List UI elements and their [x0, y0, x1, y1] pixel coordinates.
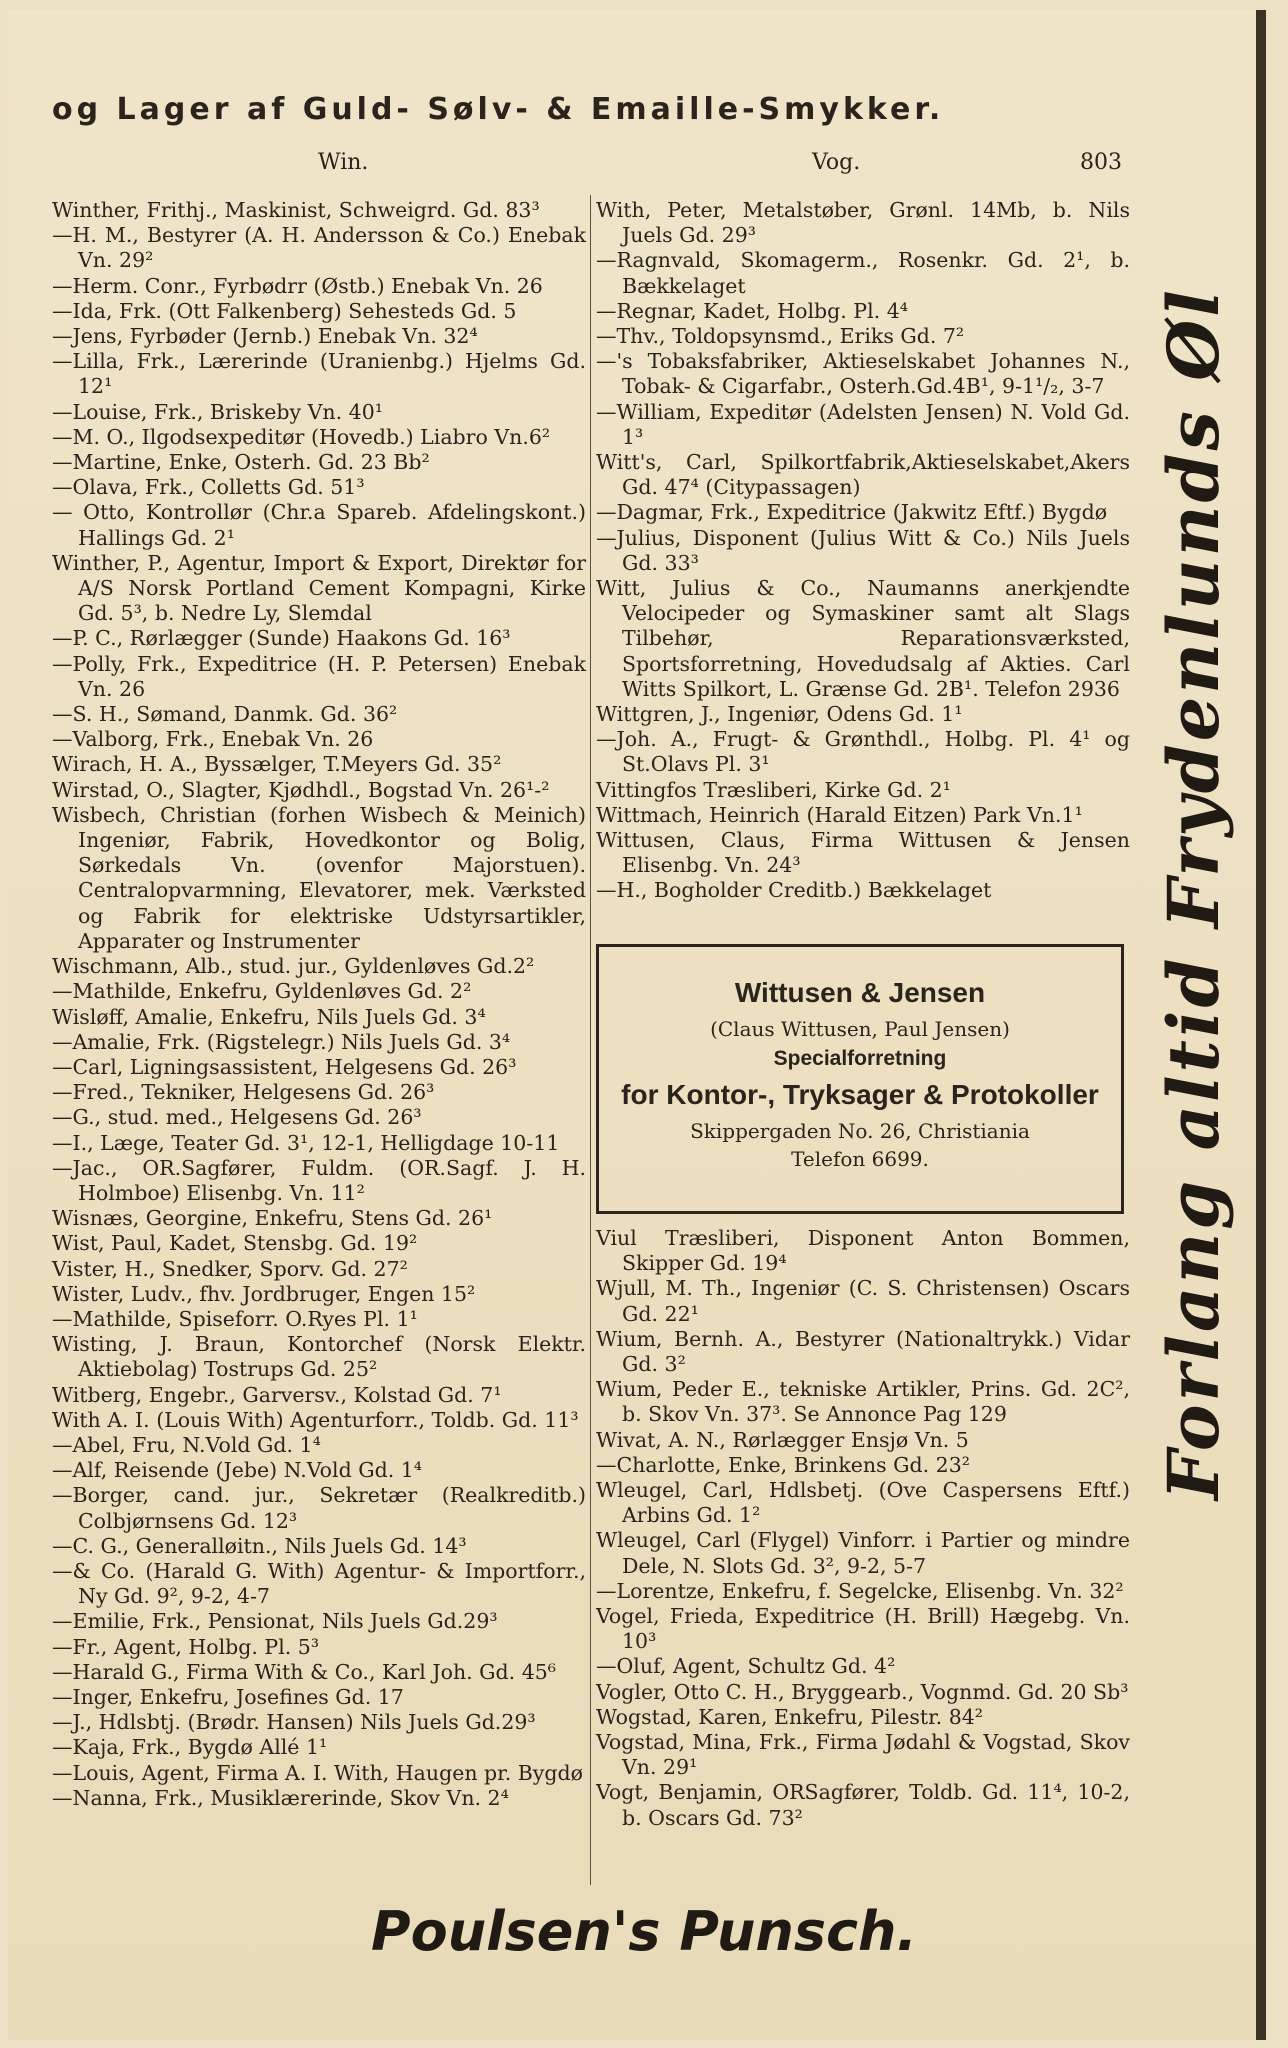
advert-names: (Claus Wittusen, Paul Jensen)	[710, 1017, 1010, 1041]
directory-entry: Wister, Ludv., fhv. Jordbruger, Engen 15²	[52, 1281, 476, 1306]
directory-entry: —I., Læge, Teater Gd. 3¹, 12-1, Helligdage 10-11	[52, 1130, 560, 1155]
directory-entry: Wisløff, Amalie, Enkefru, Nils Juels Gd. 3⁴	[52, 1004, 486, 1029]
directory-entry: Wittmach, Heinrich (Harald Eitzen) Park Vn.1¹	[596, 802, 1083, 827]
wittusen-jensen-advert	[596, 944, 1124, 1214]
directory-entry: Witberg, Engebr., Garversv., Kolstad Gd. 7¹	[52, 1382, 502, 1407]
directory-entry: —Nanna, Frk., Musiklærerinde, Skov Vn. 2⁴	[52, 1785, 509, 1810]
directory-entry: —Jens, Fyrbøder (Jernb.) Enebak Vn. 32⁴	[52, 324, 478, 349]
header-center: Vog.	[812, 150, 861, 175]
directory-entry: —Ragnvald, Skomagerm., Rosenkr. Gd. 2¹, b. Bækkelaget	[596, 248, 1130, 298]
advert-tagline: for Kontor-, Tryksager & Protokoller	[621, 1079, 1099, 1110]
directory-entry: —William, Expeditør (Adelsten Jensen) N. Vold Gd. 1³	[596, 399, 1130, 449]
directory-entry: Wjull, M. Th., Ingeniør (C. S. Christensen) Oscars Gd. 22¹	[596, 1276, 1130, 1326]
directory-entry: Witt's, Carl, Spilkortfabrik,Aktieselskabet,Akers Gd. 47⁴ (Citypassagen)	[596, 450, 1130, 500]
directory-entry: —Herm. Conr., Fyrbødrr (Østb.) Enebak Vn. 26	[52, 273, 543, 298]
directory-entry: Winther, P., Agentur, Import & Export, Direktør for A/S Norsk Portland Cement Kompagni, Kirke Gd. 5³, b. Nedre Ly, Slemdal	[52, 550, 586, 626]
directory-entry: Wium, Peder E., tekniske Artikler, Prins. Gd. 2C², b. Skov Vn. 37³. Se Annonce Pag 129	[596, 1377, 1130, 1427]
directory-entry: —S. H., Sømand, Danmk. Gd. 36²	[52, 702, 398, 727]
directory-entry: —H. M., Bestyrer (A. H. Andersson & Co.) Enebak Vn. 29²	[52, 223, 586, 273]
directory-entry: —Ida, Frk. (Ott Falkenberg) Sehesteds Gd. 5	[52, 298, 517, 323]
directory-entry: Vister, H., Snedker, Sporv. Gd. 27²	[52, 1256, 408, 1281]
directory-entry: Wist, Paul, Kadet, Stensbg. Gd. 19²	[52, 1231, 418, 1256]
directory-entry: —Harald G., Firma With & Co., Karl Joh. Gd. 45⁶	[52, 1659, 557, 1684]
directory-entry: —Jac., OR.Sagfører, Fuldm. (OR.Sagf. J. H. Holmboe) Elisenbg. Vn. 11²	[52, 1155, 586, 1205]
column-divider	[590, 195, 591, 1885]
advert-address: Skippergaden No. 26, Christiania	[690, 1119, 1030, 1143]
directory-entry: —Emilie, Frk., Pensionat, Nils Juels Gd.29³	[52, 1609, 498, 1634]
directory-entry: —Louise, Frk., Briskeby Vn. 40¹	[52, 399, 383, 424]
directory-entry: —Amalie, Frk. (Rigstelegr.) Nils Juels Gd. 3⁴	[52, 1029, 511, 1054]
advert-title: Wittusen & Jensen	[734, 977, 986, 1008]
directory-entry: With A. I. (Louis With) Agenturforr., Toldb. Gd. 11³	[52, 1407, 579, 1432]
directory-entry: Wirstad, O., Slagter, Kjødhdl., Bogstad Vn. 26¹-²	[52, 777, 550, 802]
directory-entry: Winther, Frithj., Maskinist, Schweigrd. Gd. 83³	[52, 198, 540, 222]
directory-entry: Vogt, Benjamin, ORSagfører, Toldb. Gd. 11⁴, 10-2, b. Oscars Gd. 73²	[596, 1780, 1130, 1830]
directory-entry: —Dagmar, Frk., Expeditrice (Jakwitz Eftf.) Bygdø	[596, 500, 1108, 525]
directory-entry: —Mathilde, Enkefru, Gyldenløves Gd. 2²	[52, 979, 472, 1004]
side-advert-text: Forlang altid Frydenlunds Øl	[1152, 287, 1235, 1500]
directory-entry: Wischmann, Alb., stud. jur., Gyldenløves Gd.2²	[52, 954, 535, 979]
right-column	[596, 198, 1130, 904]
directory-entry: —Julius, Disponent (Julius Witt & Co.) Nils Juels Gd. 33³	[596, 525, 1130, 575]
directory-entry: —& Co. (Harald G. With) Agentur- & Importforr., Ny Gd. 9², 9-2, 4-7	[52, 1558, 586, 1609]
directory-entry: —Fred., Tekniker, Helgesens Gd. 26³	[52, 1080, 435, 1105]
directory-entry: —Charlotte, Enke, Brinkens Gd. 23²	[596, 1452, 970, 1477]
directory-entry: —Polly, Frk., Expeditrice (H. P. Petersen) Enebak Vn. 26	[52, 651, 586, 701]
directory-entry: —J., Hdlsbtj. (Brødr. Hansen) Nils Juels Gd.29³	[52, 1710, 536, 1735]
directory-entry: —Martine, Enke, Osterh. Gd. 23 Bb²	[52, 450, 430, 475]
directory-entry: —H., Bogholder Creditb.) Bækkelaget	[596, 878, 992, 903]
directory-entry: Wivat, A. N., Rørlægger Ensjø Vn. 5	[596, 1427, 969, 1452]
left-column	[52, 198, 586, 1811]
directory-entry: With, Peter, Metalstøber, Grønl. 14Mb, b. Nils Juels Gd. 29³	[596, 198, 1130, 248]
directory-entry: —Lorentze, Enkefru, f. Segelcke, Elisenbg. Vn. 32²	[596, 1578, 1124, 1603]
directory-entry: —Kaja, Frk., Bygdø Allé 1¹	[52, 1735, 328, 1760]
directory-entry: Viul Træsliberi, Disponent Anton Bommen, Skipper Gd. 19⁴	[596, 1226, 1130, 1276]
directory-entry: Witt, Julius & Co., Naumanns anerkjendte Velocipeder og Symaskiner samt alt Slags Tilbehør, Reparationsværksted, Sportsforretning, Hovedudsalg af Akties. Carl Witts Spilkort, L. Grænse Gd. 2B¹. Telefon 2936	[596, 576, 1130, 701]
directory-entry: Vogstad, Mina, Frk., Firma Jødahl & Vogstad, Skov Vn. 29¹	[596, 1730, 1130, 1780]
right-column-top	[596, 198, 1130, 904]
directory-entry: —C. G., Generalløitn., Nils Juels Gd. 14³	[52, 1533, 467, 1558]
directory-entry: Wisbech, Christian (forhen Wisbech & Meinich) Ingeniør, Fabrik, Hovedkontor og Bolig, Sørkedals Vn. (ovenfor Majorstuen). Centralopvarmning, Elevatorer, mek. Værksted og Fabrik for elektriske Udstyrsartikler, Apparater og Instrumenter	[52, 802, 586, 953]
directory-entry: Wisting, J. Braun, Kontorchef (Norsk Elektr. Aktiebolag) Tostrups Gd. 25²	[52, 1332, 586, 1382]
advert-subtitle: Specialforretning	[773, 1047, 947, 1070]
directory-entry: Vogler, Otto C. H., Bryggearb., Vognmd. Gd. 20 Sb³	[596, 1679, 1129, 1704]
directory-entry: —Abel, Fru, N.Vold Gd. 1⁴	[52, 1432, 321, 1457]
directory-entry: Wium, Bernh. A., Bestyrer (Nationaltrykk.) Vidar Gd. 3²	[596, 1326, 1130, 1377]
directory-entry: —Alf, Reisende (Jebe) N.Vold Gd. 1⁴	[52, 1458, 423, 1483]
top-banner: og Lager af Guld- Sølv- & Emaille-Smykker.	[52, 92, 945, 127]
footer-advert: Poulsen's Punsch.	[371, 1900, 917, 1963]
directory-entry: Wisnæs, Georgine, Enkefru, Stens Gd. 26¹	[52, 1206, 493, 1231]
directory-entry: Vogel, Frieda, Expeditrice (H. Brill) Hægebg. Vn. 10³	[596, 1604, 1130, 1654]
directory-entry: Wleugel, Carl (Flygel) Vinforr. i Partier og mindre Dele, N. Slots Gd. 3², 9-2, 5-7	[596, 1528, 1130, 1578]
directory-entry: —'s Tobaksfabriker, Aktieselskabet Johannes N., Tobak- & Cigarfabr., Osterh.Gd.4B¹, 9-1¹/₂, 3-7	[596, 349, 1130, 399]
directory-entry: Wleugel, Carl, Hdlsbetj. (Ove Caspersens Eftf.) Arbins Gd. 1²	[596, 1478, 1130, 1528]
page-number: 803	[1080, 150, 1122, 175]
directory-entry: —Regnar, Kadet, Holbg. Pl. 4⁴	[596, 298, 908, 323]
directory-entry: —Fr., Agent, Holbg. Pl. 5³	[52, 1634, 320, 1659]
directory-entry: —Louis, Agent, Firma A. I. With, Haugen pr. Bygdø	[52, 1760, 583, 1785]
directory-entry: —Oluf, Agent, Schultz Gd. 4²	[596, 1654, 896, 1679]
advert-phone: Telefon 6699.	[791, 1147, 929, 1171]
directory-entry: —G., stud. med., Helgesens Gd. 26³	[52, 1105, 422, 1130]
directory-entry: —Mathilde, Spiseforr. O.Ryes Pl. 1¹	[52, 1306, 418, 1331]
directory-entry: — Otto, Kontrollør (Chr.a Spareb. Afdelingskont.) Hallings Gd. 2¹	[52, 500, 586, 550]
directory-entry: —Joh. A., Frugt- & Grønthdl., Holbg. Pl. 4¹ og St.Olavs Pl. 3¹	[596, 727, 1130, 777]
directory-entry: —Carl, Ligningsassistent, Helgesens Gd. 26³	[52, 1054, 517, 1079]
right-column-bottom	[596, 1226, 1130, 1831]
directory-entry: —M. O., Ilgodsexpeditør (Hovedb.) Liabro Vn.6²	[52, 424, 551, 449]
directory-entry: Wogstad, Karen, Enkefru, Pilestr. 84²	[596, 1704, 984, 1729]
directory-entry: Wittgren, J., Ingeniør, Odens Gd. 1¹	[596, 702, 963, 727]
directory-entry: —Inger, Enkefru, Josefines Gd. 17	[52, 1684, 404, 1709]
directory-entry: —Borger, cand. jur., Sekretær (Realkreditb.) Colbjørnsens Gd. 12³	[52, 1483, 586, 1533]
directory-entry: —P. C., Rørlægger (Sunde) Haakons Gd. 16³	[52, 626, 511, 651]
header-left: Win.	[318, 150, 369, 175]
directory-entry: —Valborg, Frk., Enebak Vn. 26	[52, 727, 374, 752]
directory-entry: —Thv., Toldopsynsmd., Eriks Gd. 7²	[596, 324, 965, 349]
directory-entry: —Lilla, Frk., Lærerinde (Uranienbg.) Hjelms Gd. 12¹	[52, 349, 586, 399]
directory-entry: Wirach, H. A., Byssælger, T.Meyers Gd. 35²	[52, 752, 502, 777]
directory-entry: Wittusen, Claus, Firma Wittusen & Jensen Elisenbg. Vn. 24³	[596, 828, 1130, 878]
directory-entry: Vittingfos Træsliberi, Kirke Gd. 2¹	[596, 777, 951, 802]
directory-entry: —Olava, Frk., Colletts Gd. 51³	[52, 475, 365, 500]
